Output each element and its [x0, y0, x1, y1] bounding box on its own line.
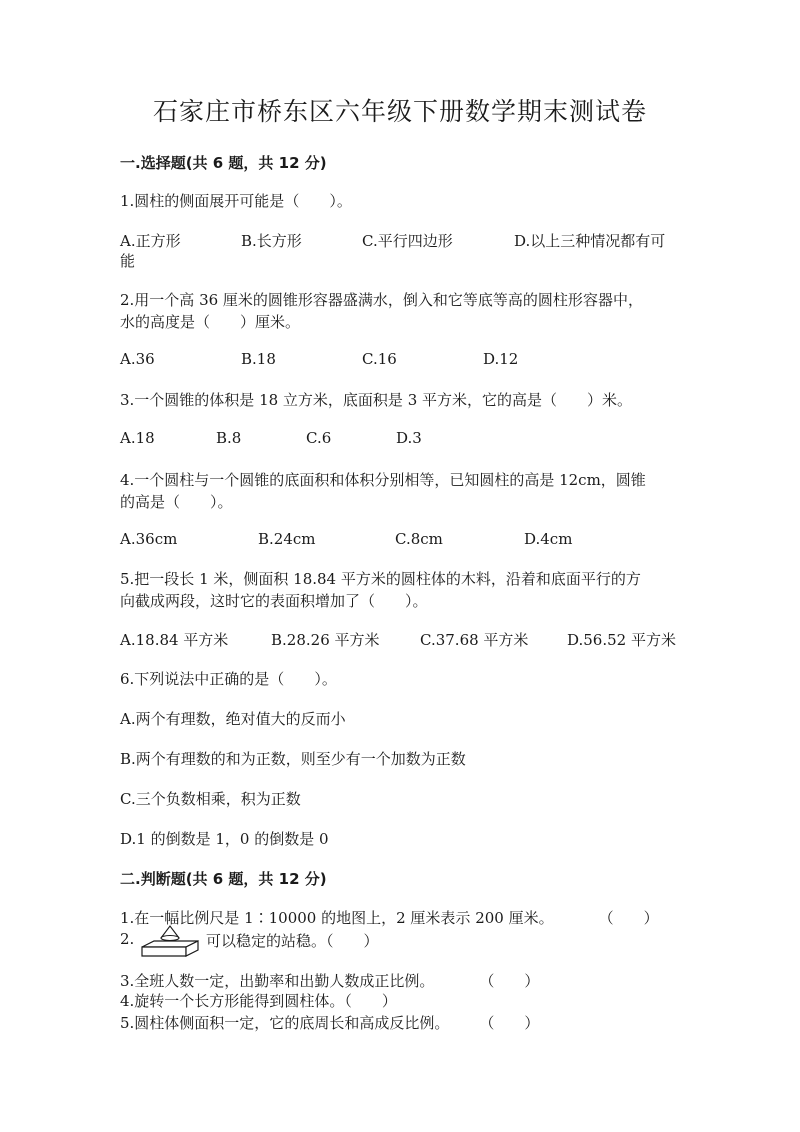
- q4-option-a: A.36cm: [120, 530, 178, 548]
- page-title: 石家庄市桥东区六年级下册数学期末测试卷: [152, 97, 647, 126]
- q6-option-b: B.两个有理数的和为正数，则至少有一个加数为正数: [120, 750, 466, 768]
- q4-option-c: C.8cm: [395, 530, 443, 548]
- q1-option-a: A.正方形: [120, 232, 181, 250]
- q1-option-c: C.平行四边形: [362, 232, 453, 250]
- question-3-stem: 3.一个圆锥的体积是 18 立方米，底面积是 3 平方米，它的高是（ ）米。: [120, 391, 633, 409]
- question-5-stem-line-2: 向截成两段，这时它的表面积增加了（ ）。: [120, 592, 428, 610]
- q2-option-d: D.12: [483, 350, 519, 368]
- q2-option-a: A.36: [120, 350, 155, 368]
- q3-option-a: A.18: [120, 429, 155, 447]
- question-5-stem-line-1: 5.把一段长 1 米，侧面积 18.84 平方米的圆柱体的木料，沿着和底面平行的方: [120, 570, 641, 588]
- q1-option-d: D.以上三种情况都有可: [514, 232, 666, 250]
- q5-option-d: D.56.52 平方米: [567, 631, 676, 649]
- q5-option-b: B.28.26 平方米: [271, 631, 380, 649]
- q4-option-b: B.24cm: [258, 530, 316, 548]
- q3-option-c: C.6: [306, 429, 332, 447]
- question-1-stem: 1.圆柱的侧面展开可能是（ ）。: [120, 192, 352, 210]
- q6-option-d: D.1 的倒数是 1，0 的倒数是 0: [120, 830, 329, 848]
- q3-option-d: D.3: [396, 429, 422, 447]
- q5-option-c: C.37.68 平方米: [420, 631, 529, 649]
- question-2-stem-line-2: 水的高度是（ ）厘米。: [120, 313, 301, 331]
- section-heading-choice: 一.选择题(共 6 题，共 12 分): [120, 154, 327, 172]
- question-2-stem-line-1: 2.用一个高 36 厘米的圆锥形容器盛满水，倒入和它等底等高的圆柱形容器中，: [120, 291, 643, 309]
- q2-option-b: B.18: [241, 350, 276, 368]
- q2-option-c: C.16: [362, 350, 397, 368]
- judge-item-2-text: 可以稳定的站稳。（ ）: [206, 932, 379, 950]
- q3-option-b: B.8: [216, 429, 242, 447]
- judge-item-1: 1.在一幅比例尺是 1∶10000 的地图上，2 厘米表示 200 厘米。 （ ）: [120, 909, 659, 927]
- q4-option-d: D.4cm: [524, 530, 573, 548]
- question-6-stem: 6.下列说法中正确的是（ ）。: [120, 670, 337, 688]
- q1-option-b: B.长方形: [241, 232, 302, 250]
- question-4-stem-line-2: 的高是（ ）。: [120, 493, 233, 511]
- section-heading-judge: 二.判断题(共 6 题，共 12 分): [120, 870, 327, 888]
- question-4-stem-line-1: 4.一个圆柱与一个圆锥的底面积和体积分别相等，已知圆柱的高是 12cm，圆锥: [120, 471, 646, 489]
- q6-option-c: C.三个负数相乘，积为正数: [120, 790, 301, 808]
- judge-item-5: 5.圆柱体侧面积一定，它的底周长和高成反比例。 （ ）: [120, 1014, 540, 1032]
- judge-item-2-number: 2.: [120, 930, 135, 948]
- judge-item-3: 3.全班人数一定，出勤率和出勤人数成正比例。 （ ）: [120, 972, 540, 990]
- q6-option-a: A.两个有理数，绝对值大的反而小: [120, 710, 346, 728]
- q5-option-a: A.18.84 平方米: [120, 631, 229, 649]
- cone-on-block-figure: [140, 925, 200, 959]
- judge-item-4: 4.旋转一个长方形能得到圆柱体。（ ）: [120, 992, 397, 1010]
- q1-option-d-wrap: 能: [120, 252, 136, 270]
